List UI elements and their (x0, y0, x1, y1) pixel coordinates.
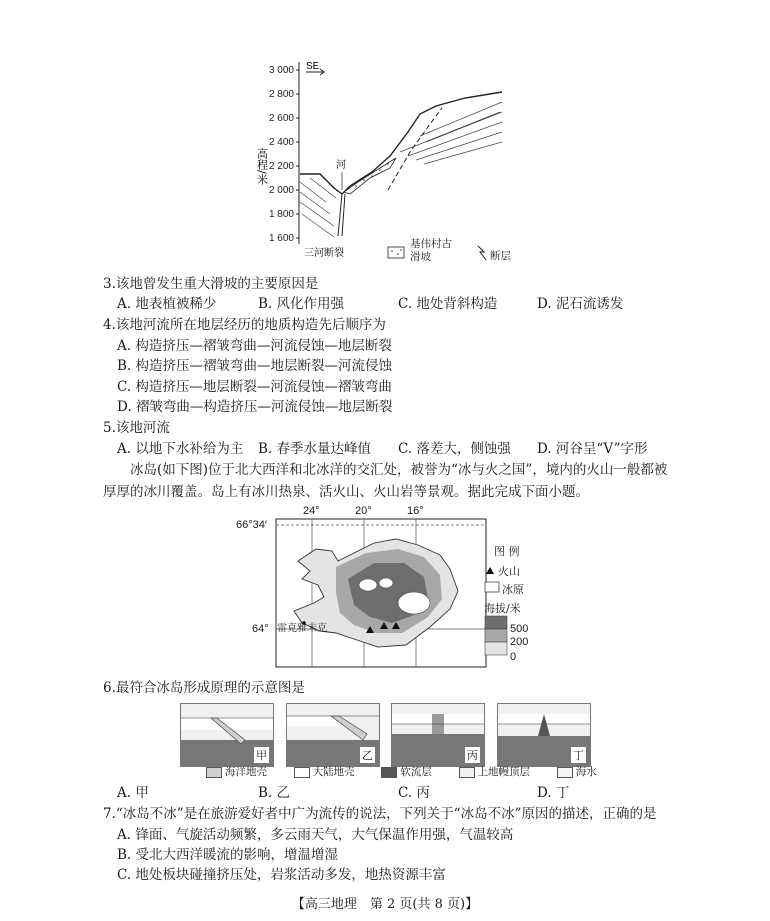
legend-asthenosphere-swatch (381, 767, 397, 778)
q5-stem: 5.该地河流 (103, 420, 170, 436)
y-tick-3000: 3 000 (268, 65, 294, 76)
diagram-ding-label: 丁 (573, 749, 584, 762)
page-footer: 【高三地理 第 2 页(共 8 页)】 (291, 897, 479, 912)
lat-top-label: 66°34′ (236, 519, 267, 531)
q5-option-a[interactable]: A. 以地下水补给为主 (117, 441, 244, 457)
y-tick-2400: 2 400 (268, 137, 294, 148)
legend-glacier-label: 冰原 (502, 583, 524, 596)
direction-label: SE (306, 61, 320, 72)
legend-continental-swatch (294, 767, 310, 778)
diagram-bing (391, 703, 485, 767)
q7-option-a[interactable]: A. 锋面、气旋活动频繁，多云雨天气，大气保温作用强，气温较高 (117, 827, 514, 843)
q4-option-c[interactable]: C. 构造挤压—地层断裂—河流侵蚀—褶皱弯曲 (117, 379, 392, 395)
diagram-bing-label: 丙 (467, 749, 478, 762)
legend-seawater-swatch (557, 767, 573, 778)
q7-option-b[interactable]: B. 受北大西洋暖流的影响，增温增湿 (117, 847, 339, 863)
diagram-ding (497, 703, 591, 767)
diagram-jia (180, 703, 274, 767)
iceland-map-svg (236, 505, 541, 673)
q4-stem: 4.该地河流所在地层经历的地质构造先后顺序为 (103, 317, 386, 333)
legend-elev-0: 0 (510, 651, 517, 663)
q3-option-b[interactable]: B. 风化作用强 (258, 296, 345, 312)
q6-option-d[interactable]: D. 丁 (537, 785, 570, 801)
legend-glacier-swatch (485, 582, 499, 592)
q7-option-c[interactable]: C. 地处板块碰撞挤压处，岩浆活动多发，地热资源丰富 (117, 867, 446, 883)
lon-label-16: 16° (407, 505, 424, 517)
q6-option-a[interactable]: A. 甲 (117, 785, 149, 801)
q5-option-c[interactable]: C. 落差大，侧蚀强 (398, 441, 511, 457)
legend-oceanic-label: 海洋地壳 (225, 766, 267, 778)
y-tick-2200: 2 200 (268, 161, 294, 172)
fault-name-label: 三河断裂 (304, 248, 344, 259)
cross-section-svg (250, 52, 520, 274)
q6-option-c[interactable]: C. 丙 (398, 785, 430, 801)
diagram-yi (286, 703, 380, 767)
q4-option-a[interactable]: A. 构造挤压—褶皱弯曲—河流侵蚀—地层断裂 (117, 338, 392, 354)
lat-bottom-label: 64° (252, 623, 269, 635)
q5-option-b[interactable]: B. 春季水量达峰值 (258, 441, 372, 457)
q3-stem: 3.该地曾发生重大滑坡的主要原因是 (103, 276, 319, 292)
q5-option-d[interactable]: D. 河谷呈“V”字形 (537, 441, 648, 457)
q6-option-b[interactable]: B. 乙 (258, 785, 291, 801)
slide-legend-swatch (388, 247, 404, 258)
q4-option-d[interactable]: D. 褶皱弯曲—构造挤压—河流侵蚀—地层断裂 (117, 399, 393, 415)
legend-continental-label: 大陆地壳 (312, 766, 355, 778)
legend-elev-200: 200 (510, 636, 529, 648)
legend-elev-title: 海拔/米 (484, 602, 521, 615)
fault-legend-label: 断层 (490, 250, 511, 262)
y-tick-2000: 2 000 (268, 185, 294, 196)
q6-stem: 6.最符合冰岛形成原理的示意图是 (103, 680, 305, 696)
lon-label-20: 20° (355, 505, 372, 517)
fault-legend-icon (478, 246, 486, 260)
river-label: 河 (336, 160, 346, 171)
legend-elev-500: 500 (510, 623, 529, 635)
legend-upper-mantle-swatch (459, 767, 475, 778)
lon-label-24: 24° (303, 505, 320, 517)
q3-option-a[interactable]: A. 地表植被稀少 (117, 296, 217, 312)
y-tick-1800: 1 800 (268, 209, 294, 220)
y-axis-label: 高程/米 (255, 148, 269, 185)
iceland-intro-paragraph: 冰岛(如下图)位于北大西洋和北冰洋的交汇处，被誉为“冰与火之国”，境内的火山一般都被厚厚的冰川覆盖。岛上有冰川热泉、活火山、火山岩等景观。据此完成下面小题。 (103, 462, 668, 500)
legend-oceanic-swatch (206, 767, 222, 778)
slide-legend-label: 基伟村古滑坡 (410, 238, 452, 263)
plate-legend (206, 764, 597, 779)
legend-seawater-label: 海水 (575, 766, 597, 778)
iceland-map-figure (236, 505, 541, 673)
q3-option-d[interactable]: D. 泥石流诱发 (537, 296, 624, 312)
q3-option-c[interactable]: C. 地处背斜构造 (398, 296, 498, 312)
legend-volcano-label: 火山 (498, 565, 520, 578)
q4-option-b[interactable]: B. 构造挤压—褶皱弯曲—地层断裂—河流侵蚀 (117, 358, 393, 374)
q7-stem: 7.“冰岛不冰”是在旅游爱好者中广为流传的说法，下列关于“冰岛不冰”原因的描述，正确的是 (103, 806, 657, 822)
diagram-yi-label: 乙 (362, 749, 373, 762)
reykjavik-label: 雷克雅未克 (277, 623, 327, 634)
cross-section-figure (250, 52, 520, 274)
diagram-jia-label: 甲 (256, 749, 267, 762)
legend-upper-mantle-label: 上地幔顶层 (477, 766, 531, 778)
legend-title: 图 例 (494, 545, 520, 558)
y-tick-1600: 1 600 (268, 233, 294, 244)
y-tick-2800: 2 800 (268, 89, 294, 100)
y-tick-2600: 2 600 (268, 113, 294, 124)
legend-volcano-icon (486, 567, 494, 574)
legend-asthenosphere-label: 软流层 (400, 766, 432, 778)
